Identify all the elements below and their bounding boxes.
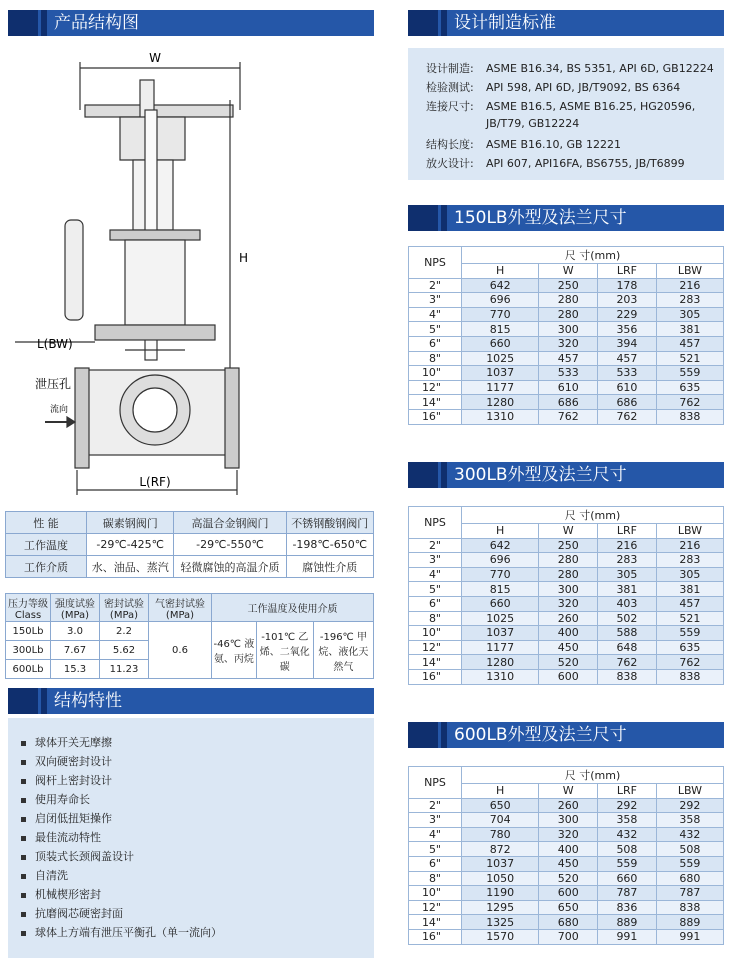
perf-head: 高温合金钢阀门 — [174, 512, 286, 534]
dim-cell: 203 — [598, 293, 657, 308]
perf-cell: 水、油品、蒸汽 — [87, 556, 174, 578]
structure-title: 产品结构图 — [54, 13, 139, 33]
h-label: H — [239, 251, 249, 265]
table-row — [409, 395, 724, 410]
feature-item: 球体上方端有泄压平衡孔（单一流向） — [21, 924, 222, 940]
dim-cell: 889 — [656, 915, 723, 930]
lb600-title: 600LB外型及法兰尺寸 — [454, 725, 627, 745]
features-title: 结构特性 — [54, 691, 122, 711]
dim-cell: 648 — [598, 640, 657, 655]
dim-cell: 642 — [462, 538, 539, 553]
feature-item: 阀杆上密封设计 — [21, 772, 112, 788]
feature-item: 自清洗 — [21, 867, 68, 883]
dim-cell: 280 — [539, 567, 598, 582]
press-cell: 2.2 — [100, 622, 149, 641]
perf-cell: 工作介质 — [6, 556, 87, 578]
dim-cell: 280 — [539, 553, 598, 568]
dim-cell: 520 — [539, 871, 598, 886]
nps-cell: 16" — [409, 929, 462, 944]
dim-cell: 559 — [656, 856, 723, 871]
dim-cell: 400 — [539, 842, 598, 857]
dim-cell: 178 — [598, 278, 657, 293]
table-row — [409, 538, 724, 553]
table-row — [409, 611, 724, 626]
lb150-header — [408, 205, 724, 231]
col-header: W — [539, 264, 598, 279]
dim-cell: 559 — [656, 626, 723, 641]
dim-cell: 635 — [656, 640, 723, 655]
dim-cell: 381 — [598, 582, 657, 597]
nps-cell: 6" — [409, 336, 462, 351]
dim-cell: 680 — [539, 915, 598, 930]
feature-item: 双向硬密封设计 — [21, 753, 112, 769]
col-header: H — [462, 784, 539, 799]
dim-cell: 250 — [539, 538, 598, 553]
press-cell: 3.0 — [51, 622, 100, 641]
dim-cell: 559 — [656, 366, 723, 381]
dim-cell: 457 — [598, 351, 657, 366]
table-row — [409, 813, 724, 828]
dim-cell: 320 — [539, 596, 598, 611]
dim-cell: 533 — [539, 366, 598, 381]
dim-cell: 508 — [656, 842, 723, 857]
size-header: 尺 寸(mm) — [462, 507, 724, 524]
press-cell: 300Lb — [6, 641, 51, 660]
table-row — [409, 336, 724, 351]
dim-cell: 704 — [462, 813, 539, 828]
nps-cell: 5" — [409, 582, 462, 597]
feature-item: 使用寿命长 — [21, 791, 90, 807]
dim-cell: 838 — [656, 900, 723, 915]
dim-cell: 432 — [598, 827, 657, 842]
nps-cell: 3" — [409, 293, 462, 308]
dim-cell: 521 — [656, 611, 723, 626]
dim-cell: 838 — [656, 669, 723, 684]
dim-cell: 432 — [656, 827, 723, 842]
feature-item: 球体开关无摩擦 — [21, 734, 112, 750]
nps-cell: 10" — [409, 366, 462, 381]
nps-cell: 2" — [409, 798, 462, 813]
dim-cell: 1280 — [462, 655, 539, 670]
nps-header: NPS — [409, 507, 462, 539]
dim-cell: 600 — [539, 669, 598, 684]
perf-head: 性 能 — [6, 512, 87, 534]
table-row — [409, 871, 724, 886]
perf-cell: 工作温度 — [6, 534, 87, 556]
dim-cell: 660 — [598, 871, 657, 886]
table-row — [409, 842, 724, 857]
size-header: 尺 寸(mm) — [462, 767, 724, 784]
press-head: 密封试验 (MPa) — [100, 594, 149, 622]
nps-cell: 6" — [409, 596, 462, 611]
dim-cell: 696 — [462, 293, 539, 308]
dim-cell: 642 — [462, 278, 539, 293]
flow-label: 流向 — [50, 405, 69, 415]
dim-cell: 610 — [598, 380, 657, 395]
dim-cell: 457 — [656, 336, 723, 351]
nps-cell: 3" — [409, 813, 462, 828]
dim-cell: 559 — [598, 856, 657, 871]
dim-cell: 300 — [539, 813, 598, 828]
dim-cell: 1025 — [462, 351, 539, 366]
perf-cell: 轻微腐蚀的高温介质 — [174, 556, 286, 578]
press-media: -46℃ 液氨、丙烷 — [212, 622, 257, 679]
dim-cell: 280 — [539, 293, 598, 308]
dim-cell: 394 — [598, 336, 657, 351]
lb300-title: 300LB外型及法兰尺寸 — [454, 465, 627, 485]
dim-cell: 762 — [598, 655, 657, 670]
dim-cell: 600 — [539, 886, 598, 901]
col-header: LBW — [656, 784, 723, 799]
lrf-label: L(RF) — [139, 475, 171, 489]
feature-item: 启闭低扭矩操作 — [21, 810, 112, 826]
nps-cell: 16" — [409, 409, 462, 424]
dim-cell: 1037 — [462, 366, 539, 381]
press-head: 气密封试验 (MPa) — [149, 594, 212, 622]
press-head: 工作温度及使用介质 — [212, 594, 374, 622]
dim-cell: 1037 — [462, 626, 539, 641]
std-row: 结构长度: ASME B16.10, GB 12221 — [426, 138, 622, 151]
col-header: LRF — [598, 784, 657, 799]
table-row — [409, 409, 724, 424]
press-cell: 7.67 — [51, 641, 100, 660]
nps-cell: 6" — [409, 856, 462, 871]
dim-cell: 1050 — [462, 871, 539, 886]
dim-cell: 762 — [598, 409, 657, 424]
dim-cell: 1570 — [462, 929, 539, 944]
dim-cell: 1177 — [462, 380, 539, 395]
dim-cell: 305 — [598, 567, 657, 582]
table-row — [409, 567, 724, 582]
press-head: 强度试验 (MPa) — [51, 594, 100, 622]
dim-cell: 229 — [598, 307, 657, 322]
feature-item: 抗磨阀芯硬密封面 — [21, 905, 123, 921]
table-row — [409, 596, 724, 611]
nps-cell: 12" — [409, 640, 462, 655]
col-header: LBW — [656, 264, 723, 279]
dim-cell: 815 — [462, 322, 539, 337]
col-header: LRF — [598, 524, 657, 539]
nps-cell: 14" — [409, 655, 462, 670]
press-cell: 600Lb — [6, 660, 51, 679]
dim-cell: 292 — [656, 798, 723, 813]
standards-header — [408, 10, 724, 36]
nps-cell: 5" — [409, 842, 462, 857]
nps-cell: 4" — [409, 307, 462, 322]
press-cell: 11.23 — [100, 660, 149, 679]
press-cell: 15.3 — [51, 660, 100, 679]
dim-cell: 292 — [598, 798, 657, 813]
table-row — [409, 293, 724, 308]
dim-cell: 502 — [598, 611, 657, 626]
press-air: 0.6 — [149, 622, 212, 679]
dim-cell: 403 — [598, 596, 657, 611]
dim-cell: 305 — [656, 567, 723, 582]
lb300-header — [408, 462, 724, 488]
table-row — [409, 856, 724, 871]
dim-cell: 815 — [462, 582, 539, 597]
dim-cell: 660 — [462, 336, 539, 351]
dim-cell: 320 — [539, 827, 598, 842]
nps-cell: 12" — [409, 380, 462, 395]
dim-cell: 889 — [598, 915, 657, 930]
dim-cell: 381 — [656, 582, 723, 597]
table-row — [409, 351, 724, 366]
lb600-header — [408, 722, 724, 748]
structure-header — [8, 10, 374, 36]
std-row: 放火设计: API 607, API16FA, BS6755, JB/T6899 — [426, 157, 685, 170]
dim-cell: 283 — [656, 293, 723, 308]
table-row — [409, 626, 724, 641]
nps-cell: 14" — [409, 915, 462, 930]
dim-cell: 521 — [656, 351, 723, 366]
dim-cell: 872 — [462, 842, 539, 857]
dim-cell: 660 — [462, 596, 539, 611]
press-cell: 5.62 — [100, 641, 149, 660]
col-header: W — [539, 784, 598, 799]
features-header — [8, 688, 374, 714]
dim-cell: 762 — [656, 395, 723, 410]
dim-cell: 1025 — [462, 611, 539, 626]
dim-cell: 283 — [598, 553, 657, 568]
dim-cell: 520 — [539, 655, 598, 670]
standards-panel — [408, 48, 724, 180]
dim-cell: 280 — [539, 307, 598, 322]
press-media: -101℃ 乙烯、二氧化碳 — [256, 622, 313, 679]
dim-cell: 1310 — [462, 669, 539, 684]
perf-cell: -29℃-425℃ — [87, 534, 174, 556]
dim-cell: 680 — [656, 871, 723, 886]
table-row — [409, 655, 724, 670]
nps-cell: 16" — [409, 669, 462, 684]
col-header: LBW — [656, 524, 723, 539]
table-row — [409, 366, 724, 381]
dim-cell: 770 — [462, 567, 539, 582]
nps-cell: 4" — [409, 567, 462, 582]
perf-head: 碳素钢阀门 — [87, 512, 174, 534]
table-row — [409, 929, 724, 944]
dim-cell: 770 — [462, 307, 539, 322]
dim-cell: 216 — [656, 278, 723, 293]
table-row — [409, 827, 724, 842]
nps-cell: 2" — [409, 278, 462, 293]
std-row: 连接尺寸: ASME B16.5, ASME B16.25, HG20596, — [426, 100, 696, 113]
dim-cell: 838 — [656, 409, 723, 424]
standards-title: 设计制造标准 — [454, 13, 556, 33]
dim-cell: 1280 — [462, 395, 539, 410]
nps-header: NPS — [409, 247, 462, 279]
dim-cell: 650 — [462, 798, 539, 813]
dim-cell: 260 — [539, 611, 598, 626]
table-row — [409, 915, 724, 930]
lb300-table — [408, 506, 724, 685]
col-header: W — [539, 524, 598, 539]
dim-cell: 400 — [539, 626, 598, 641]
dim-cell: 508 — [598, 842, 657, 857]
lb150-title: 150LB外型及法兰尺寸 — [454, 208, 627, 228]
std-row: 设计制造: ASME B16.34, BS 5351, API 6D, GB12224 — [426, 62, 714, 75]
dim-cell: 216 — [656, 538, 723, 553]
dim-cell: 305 — [656, 307, 723, 322]
dim-cell: 787 — [656, 886, 723, 901]
size-header: 尺 寸(mm) — [462, 247, 724, 264]
lb600-table — [408, 766, 724, 945]
table-row — [409, 307, 724, 322]
dim-cell: 450 — [539, 640, 598, 655]
feature-item: 顶装式长颈阀盖设计 — [21, 848, 134, 864]
w-label: W — [149, 51, 161, 65]
table-row — [409, 380, 724, 395]
performance-table — [5, 511, 374, 578]
relief-label: 泄压孔 — [35, 377, 72, 391]
dim-cell: 381 — [656, 322, 723, 337]
table-row — [409, 640, 724, 655]
table-row — [409, 322, 724, 337]
dim-cell: 250 — [539, 278, 598, 293]
std-row: JB/T79, GB12224 — [486, 117, 580, 130]
table-row — [409, 582, 724, 597]
dim-cell: 762 — [656, 655, 723, 670]
nps-cell: 5" — [409, 322, 462, 337]
nps-cell: 10" — [409, 626, 462, 641]
dim-cell: 588 — [598, 626, 657, 641]
dim-cell: 300 — [539, 322, 598, 337]
nps-cell: 12" — [409, 900, 462, 915]
nps-header: NPS — [409, 767, 462, 799]
col-header: H — [462, 524, 539, 539]
dim-cell: 533 — [598, 366, 657, 381]
dim-cell: 838 — [598, 669, 657, 684]
dim-cell: 635 — [656, 380, 723, 395]
dim-cell: 450 — [539, 856, 598, 871]
nps-cell: 8" — [409, 351, 462, 366]
dim-cell: 686 — [539, 395, 598, 410]
dim-cell: 358 — [598, 813, 657, 828]
nps-cell: 4" — [409, 827, 462, 842]
press-head: 压力等级 Class — [6, 594, 51, 622]
dim-cell: 1190 — [462, 886, 539, 901]
dim-cell: 1177 — [462, 640, 539, 655]
dim-cell: 356 — [598, 322, 657, 337]
press-media: -196℃ 甲烷、液化天然气 — [313, 622, 373, 679]
pressure-table — [5, 593, 374, 679]
dim-cell: 1037 — [462, 856, 539, 871]
table-row — [409, 669, 724, 684]
dim-cell: 358 — [656, 813, 723, 828]
dim-cell: 1325 — [462, 915, 539, 930]
dim-cell: 320 — [539, 336, 598, 351]
dim-cell: 780 — [462, 827, 539, 842]
perf-head: 不锈钢酸钢阀门 — [286, 512, 373, 534]
dim-cell: 457 — [656, 596, 723, 611]
dim-cell: 991 — [656, 929, 723, 944]
table-row — [409, 278, 724, 293]
table-row — [409, 900, 724, 915]
perf-cell: 腐蚀性介质 — [286, 556, 373, 578]
col-header: LRF — [598, 264, 657, 279]
dim-cell: 696 — [462, 553, 539, 568]
dim-cell: 762 — [539, 409, 598, 424]
table-row — [409, 553, 724, 568]
dim-cell: 457 — [539, 351, 598, 366]
table-row — [409, 886, 724, 901]
dim-cell: 686 — [598, 395, 657, 410]
dim-cell: 650 — [539, 900, 598, 915]
table-row — [409, 798, 724, 813]
perf-cell: -198℃-650℃ — [286, 534, 373, 556]
press-cell: 150Lb — [6, 622, 51, 641]
nps-cell: 8" — [409, 611, 462, 626]
dim-cell: 787 — [598, 886, 657, 901]
dim-cell: 700 — [539, 929, 598, 944]
dim-cell: 1310 — [462, 409, 539, 424]
perf-cell: -29℃-550℃ — [174, 534, 286, 556]
nps-cell: 10" — [409, 886, 462, 901]
features-panel — [8, 718, 374, 958]
dim-cell: 836 — [598, 900, 657, 915]
col-header: H — [462, 264, 539, 279]
dim-cell: 610 — [539, 380, 598, 395]
nps-cell: 14" — [409, 395, 462, 410]
dim-cell: 283 — [656, 553, 723, 568]
nps-cell: 3" — [409, 553, 462, 568]
nps-cell: 8" — [409, 871, 462, 886]
dim-cell: 260 — [539, 798, 598, 813]
valve-drawing — [15, 50, 365, 495]
dim-cell: 216 — [598, 538, 657, 553]
std-row: 检验测试: API 598, API 6D, JB/T9092, BS 6364 — [426, 81, 681, 94]
feature-item: 最佳流动特性 — [21, 829, 101, 845]
feature-item: 机械楔形密封 — [21, 886, 101, 902]
dim-cell: 300 — [539, 582, 598, 597]
dim-cell: 991 — [598, 929, 657, 944]
lb150-table — [408, 246, 724, 425]
lbw-label: L(BW) — [37, 337, 73, 351]
nps-cell: 2" — [409, 538, 462, 553]
dim-cell: 1295 — [462, 900, 539, 915]
